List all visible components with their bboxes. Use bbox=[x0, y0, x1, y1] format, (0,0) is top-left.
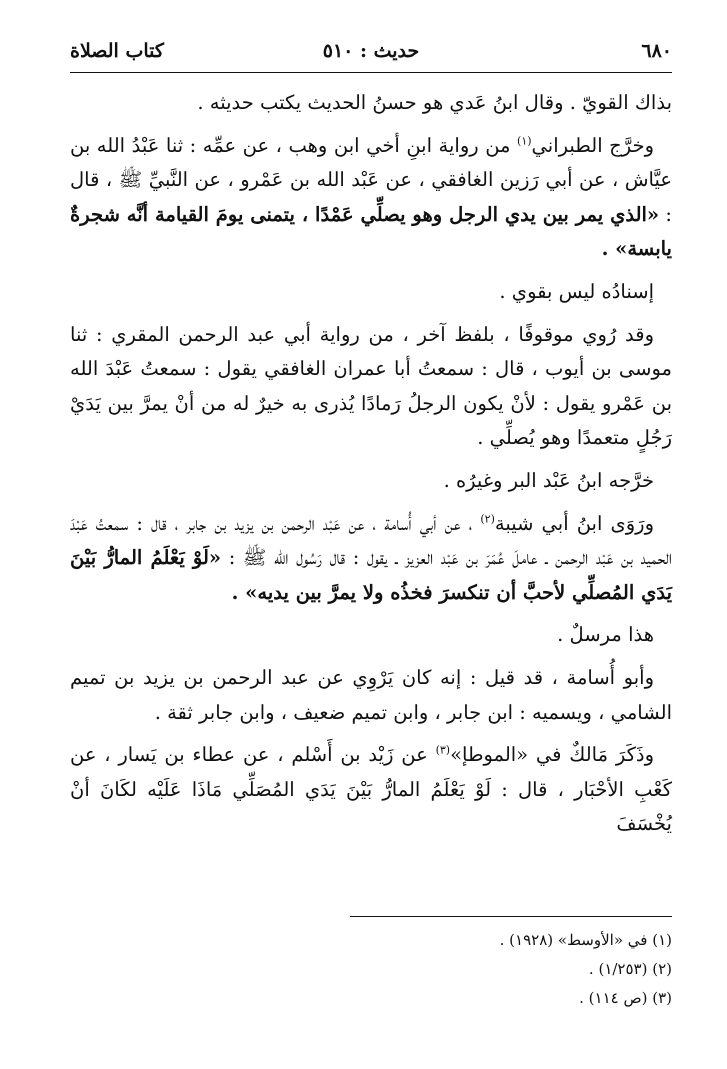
paragraph: وأبو أُسامة ، قد قيل : إنه كان يَرْوِي عن عبد الرحمن بن يزيد بن تميم الشامي ، ويسميه : ابن جابر ، وابن تميم ضعيف ، وابن جابر ثقة . bbox=[70, 665, 672, 724]
footnote: (٣) (ص ١١٤) . bbox=[579, 989, 672, 1007]
text-run: وذَكَرَ مَالكٌ في «الموطإ» bbox=[450, 743, 654, 767]
main-text bbox=[70, 86, 672, 850]
text-run: ، عن أبي أُسامة ، عن عَبْد الرحمن بن يزيد بن جابر ، قال : سمعتُ عَبْدَ الحميد بن عَبْد الرحمن ـ عاملَ عُمَرَ بن عَبْد العزيز ـ يقول : قال رَسُول الله ﷺ : bbox=[70, 511, 673, 570]
page-header bbox=[70, 40, 672, 70]
paragraph: خرَّجه ابنُ عَبْد البر وغيرُه . bbox=[443, 468, 654, 492]
footnote: (٢) (١/٢٥٣) . bbox=[588, 960, 672, 978]
hadith-number: حديث : ٥١٠ bbox=[322, 40, 420, 62]
paragraph: وقد رُوي موقوفًا ، بلفظ آخر ، من رواية أبي عبد الرحمن المقري : ثنا موسى بن أيوب ، قال : سمعتُ أبا عمران الغافقي يقول : سمعتُ عَبْدَ الله بن عَمْرو يقول : لأنْ يكون الرجلُ رَمادًا يُذرى به خيرٌ له من أنْ يمرَّ بين يَدَيْ رَجُلٍ متعمدًا وهو يُصلِّي . bbox=[70, 322, 672, 450]
text-run: من رواية ابنِ أخي ابن وهب ، عن عمِّه : ثنا عَبْدُ الله بن عيَّاش ، عن أبي رَزين الغافقي ، عن عَبْد الله بن عَمْرو ، عن النَّبيِّ ﷺ ، قال : bbox=[70, 133, 672, 226]
hadith-quote: «الذي يمر بين يدي الرجل وهو يصلِّي عَمْدًا ، يتمنى يومَ القيامة أنَّه شجرةٌ يابسة» . bbox=[70, 202, 672, 261]
text-run: عن زَيْد بن أَسْلم ، عن عطاء بن يَسار ، عن كَعْبِ الأحْبَار ، قال : لَوْ يَعْلَمُ المارُّ بَيْنَ يَدَي المُصَلِّي مَاذَا عَلَيْه لكَانَ أنْ يُخْسَفَ bbox=[70, 743, 672, 836]
text-run: ورَوَى ابنُ أبي شيبة bbox=[494, 511, 654, 535]
paragraph bbox=[70, 738, 672, 842]
paragraph bbox=[70, 507, 672, 611]
footnote-ref[interactable]: (٢) bbox=[480, 512, 495, 526]
footnote-ref[interactable]: (٣) bbox=[435, 743, 451, 757]
footnote: (١) في «الأوسط» (١٩٢٨) . bbox=[499, 931, 672, 949]
paragraph: بذاك القويّ . وقال ابنُ عَدي هو حسنُ الحديث يكتب حديثه . bbox=[197, 91, 672, 114]
text-run: وخرَّج الطبراني bbox=[531, 133, 654, 157]
hadith-quote: «لَوْ يَعْلَمُ المارُّ بَيْنَ يَدَي المُصلِّي لأحبَّ أن تنكسرَ فخذُه ولا يمرَّ بين يديه» . bbox=[70, 546, 672, 604]
paragraph: إسنادُه ليس بقوي . bbox=[499, 279, 654, 303]
page-number: ٦٨٠ bbox=[641, 40, 672, 62]
paragraph bbox=[70, 129, 672, 267]
footnote-divider bbox=[350, 916, 672, 917]
book-title: كتاب الصلاة bbox=[70, 40, 164, 62]
footnotes bbox=[70, 926, 672, 1013]
footnote-ref[interactable]: (١) bbox=[517, 134, 532, 148]
header-divider bbox=[70, 72, 672, 73]
paragraph: هذا مرسلٌ . bbox=[557, 623, 654, 647]
